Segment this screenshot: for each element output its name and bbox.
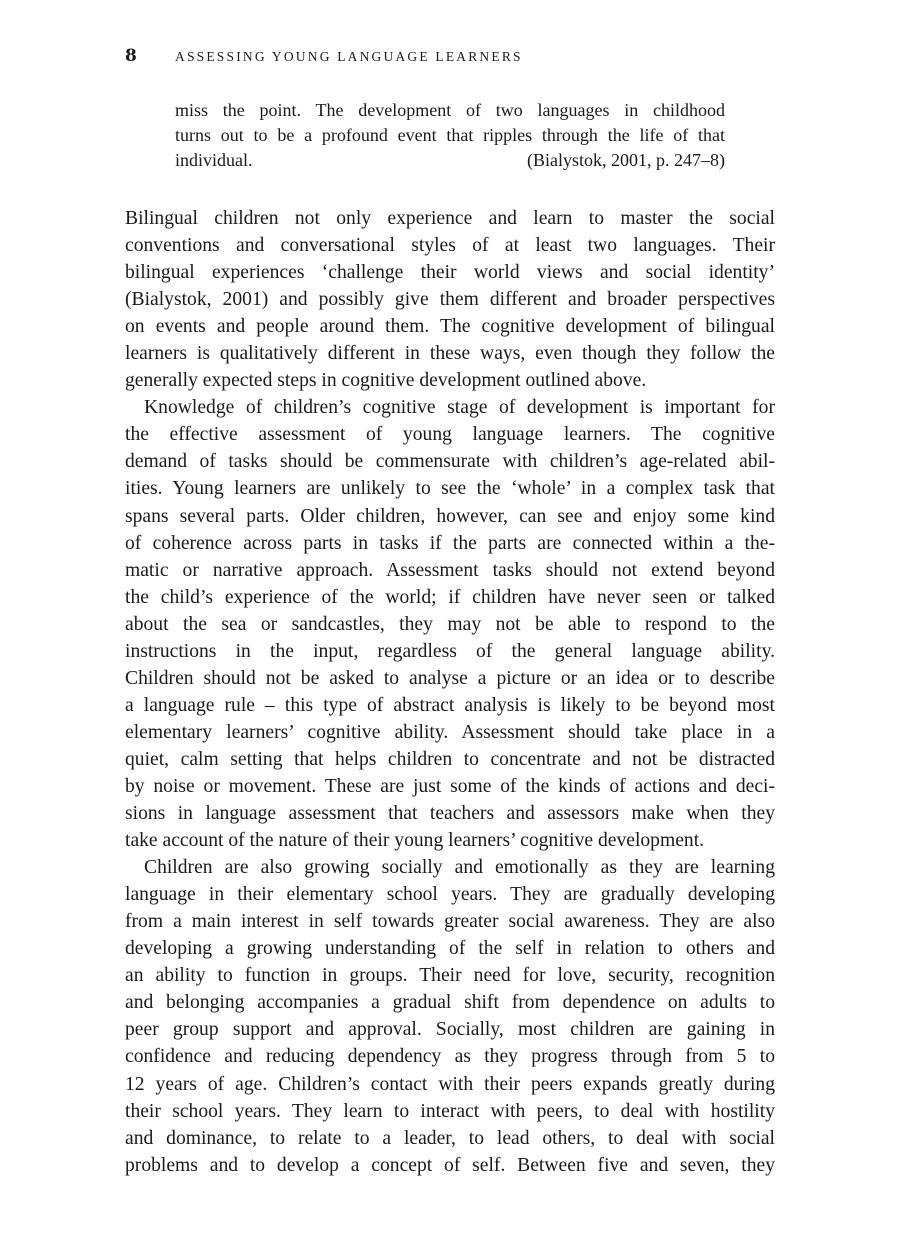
text-line: by noise or movement. These are just some of the kinds of actions and deci- [125,775,775,797]
running-head-title: ASSESSING YOUNG LANGUAGE LEARNERS [175,49,523,64]
block-quote [175,98,725,173]
paragraph [125,394,775,854]
text-line: bilingual experiences ‘challenge their world views and social identity’ [125,262,775,284]
text-line: sions in language assessment that teachers and assessors make when they [125,803,775,825]
page-number: 8 [125,46,137,66]
text-line: and belonging accompanies a gradual shift from dependence on adults to [125,992,775,1014]
text-line: (Bialystok, 2001) and possibly give them different and broader perspectives [125,289,775,311]
quote-line: miss the point. The development of two languages in childhood [175,100,725,120]
running-head [125,46,523,70]
text-line: from a main interest in self towards greater social awareness. They are also [125,911,775,933]
text-line: the child’s experience of the world; if children have never seen or talked [125,586,775,608]
text-line: elementary learners’ cognitive ability. Assessment should take place in a [125,721,775,743]
text-line: generally expected steps in cognitive development outlined above. [125,370,647,392]
text-line: the effective assessment of young language learners. The cognitive [125,424,775,446]
body-text [125,205,775,1179]
text-line: Children are also growing socially and emotionally as they are learning [144,857,775,879]
text-line: and dominance, to relate to a leader, to lead others, to deal with social [125,1127,775,1149]
text-line: spans several parts. Older children, however, can see and enjoy some kind [125,505,775,527]
text-line: confidence and reducing dependency as they progress through from 5 to [125,1046,775,1068]
text-line: instructions in the input, regardless of the general language ability. [125,640,775,662]
text-line: a language rule – this type of abstract analysis is likely to be beyond most [125,694,775,716]
paragraph [125,205,775,394]
quote-last-line [175,148,725,173]
text-line: on events and people around them. The cognitive development of bilingual [125,316,775,338]
text-line: of coherence across parts in tasks if the parts are connected within a the- [125,532,775,554]
text-line: ities. Young learners are unlikely to see the ‘whole’ in a complex task that [125,478,775,500]
paragraph [125,854,775,1179]
text-line: language in their elementary school years. They are gradually developing [125,884,775,906]
text-line: take account of the nature of their young learners’ cognitive development. [125,830,705,852]
text-line: quiet, calm setting that helps children to concentrate and not be distracted [125,748,775,770]
quote-citation: (Bialystok, 2001, p. 247–8) [527,150,725,170]
text-line: their school years. They learn to interact with peers, to deal with hostility [125,1100,775,1122]
text-line: learners is qualitatively different in these ways, even though they follow the [125,343,775,365]
text-line: Children should not be asked to analyse a picture or an idea or to describe [125,667,775,689]
text-line: an ability to function in groups. Their need for love, security, recognition [125,965,775,987]
text-line: Knowledge of children’s cognitive stage of development is important for [144,397,775,419]
text-line: demand of tasks should be commensurate with children’s age-related abil- [125,451,775,473]
quote-line: turns out to be a profound event that ripples through the life of that [175,125,725,145]
text-line: matic or narrative approach. Assessment tasks should not extend beyond [125,559,775,581]
text-line: problems and to develop a concept of self. Between five and seven, they [125,1154,775,1176]
text-line: 12 years of age. Children’s contact with their peers expands greatly during [125,1073,775,1095]
text-line: Bilingual children not only experience and learn to master the social [125,208,775,229]
text-line: developing a growing understanding of the self in relation to others and [125,938,775,960]
text-line: about the sea or sandcastles, they may not be able to respond to the [125,613,775,635]
text-line: peer group support and approval. Socially, most children are gaining in [125,1019,775,1041]
text-line: conventions and conversational styles of at least two languages. Their [125,235,775,257]
quote-line-text: individual. [175,150,253,170]
